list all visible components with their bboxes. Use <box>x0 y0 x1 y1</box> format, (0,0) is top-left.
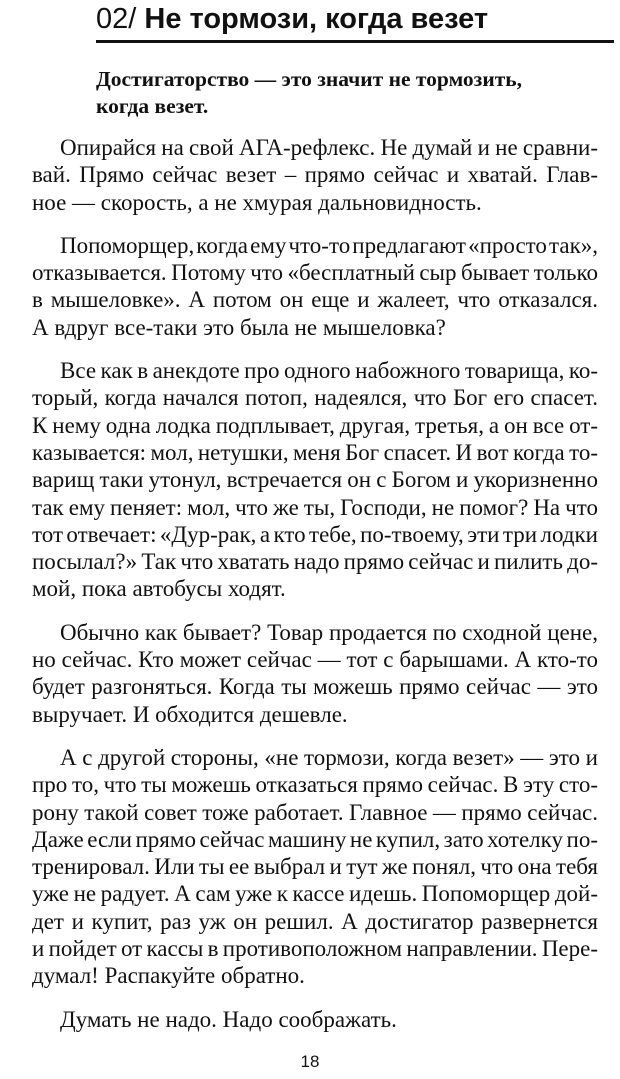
page-number: 18 <box>300 1052 320 1071</box>
text-line <box>0 744 620 771</box>
text-line-content: выручает. И обходится дешевле. <box>32 701 348 727</box>
text-line <box>0 189 620 216</box>
paragraph <box>0 619 620 728</box>
text-line-content: А вдруг все-таки это была не мышеловка? <box>32 314 446 340</box>
text-line-content: казывается: мол, нетушки, меня Бог спасет. И вот когда то- <box>32 439 598 465</box>
paragraph <box>0 232 620 341</box>
text-line <box>0 521 620 548</box>
paragraph <box>0 744 620 990</box>
text-line <box>0 314 620 341</box>
text-line <box>0 646 620 673</box>
text-line <box>0 161 620 188</box>
text-line <box>0 384 620 411</box>
text-line-content: Даже если прямо сейчас машину не купил, зато хотелку по- <box>32 826 598 852</box>
text-line-content: будет разгоняться. Когда ты можешь прямо сейчас — это <box>32 674 598 700</box>
paragraph <box>0 1006 620 1033</box>
text-line-content: вай. Прямо сейчас везет – прямо сейчас и хватай. Глав- <box>32 162 598 188</box>
text-line-content: Обычно как бывает? Товар продается по сходной цене, <box>60 619 598 645</box>
section-subtitle <box>96 66 596 120</box>
text-line-content: дет и купит, раз уж он решил. А достигатор развернется <box>32 908 598 934</box>
text-line <box>0 134 620 161</box>
text-line <box>0 232 620 259</box>
text-line-content: рону такой совет тоже работает. Главное — прямо сейчас. <box>32 799 598 825</box>
body-text <box>0 134 620 1049</box>
text-line-content: К нему одна лодка подплывает, другая, третья, а он все от- <box>32 412 598 438</box>
chapter-number: 02/ <box>96 3 137 35</box>
text-line <box>0 799 620 826</box>
chapter-title-text: Не тормози, когда везет <box>144 3 489 35</box>
text-line-content: Думать не надо. Надо соображать. <box>60 1006 397 1032</box>
text-line-content: в мышеловке». А потом он еще и жалеет, что отказался. <box>32 287 598 313</box>
text-line-content: так ему пеняет: мол, что же ты, Господи, не помог? На что <box>32 494 598 520</box>
text-line-content: отказывается. Потому что «бесплатный сыр бывает только <box>32 260 598 286</box>
text-line-content: но сейчас. Кто может сейчас — тот с барышами. А кто-то <box>32 647 598 673</box>
chapter-title <box>96 2 488 36</box>
text-line <box>0 259 620 286</box>
chapter-header <box>96 2 614 36</box>
text-line-content: и пойдет от кассы в противоположном направлении. Пере- <box>32 936 598 962</box>
text-line <box>0 962 620 989</box>
text-line-content: Все как в анекдоте про одного набожного товарища, ко- <box>60 358 598 384</box>
text-line <box>0 412 620 439</box>
text-line-content: А с другой стороны, «не тормози, когда везет» — это и <box>60 744 598 770</box>
text-line-content: Опирайся на свой АГА-рефлекс. Не думай и не сравни- <box>60 135 598 160</box>
text-line <box>0 575 620 602</box>
text-line <box>0 466 620 493</box>
text-line <box>0 826 620 853</box>
text-line-content: думал! Распакуйте обратно. <box>32 963 305 989</box>
text-line <box>0 771 620 798</box>
text-line-content: про то, что ты можешь отказаться прямо сейчас. В эту сто- <box>32 772 598 798</box>
text-line <box>0 494 620 521</box>
text-line-content: уже не радует. А сам уже к кассе идешь. Попоморщер дой- <box>32 881 598 907</box>
text-line <box>0 439 620 466</box>
header-rule <box>96 40 614 43</box>
text-line-content: тренировал. Или ты ее выбрал и тут же понял, что она тебя <box>32 854 598 880</box>
paragraph <box>0 134 620 216</box>
text-line <box>0 880 620 907</box>
text-line-content: варищ таки утонул, встречается он с Богом и укоризненно <box>32 467 598 493</box>
text-line-content: посылал?» Так что хватать надо прямо сейчас и пилить до- <box>32 549 598 575</box>
text-line <box>0 619 620 646</box>
text-line-content: тот отвечает: «Дур-рак, а кто тебе, по-твоему, эти три лодки <box>32 521 598 547</box>
text-line <box>0 357 620 384</box>
text-line <box>0 853 620 880</box>
text-line-content: Попоморщер, когда ему что-то предлагают «просто так», <box>60 232 598 258</box>
text-line-content: ное — скорость, а не хмурая дальновидность. <box>32 189 482 215</box>
text-line <box>0 908 620 935</box>
text-line <box>0 286 620 313</box>
text-line <box>0 673 620 700</box>
text-line-content: мой, пока автобусы ходят. <box>32 576 286 602</box>
paragraph <box>0 357 620 603</box>
text-line-content: торый, когда начался потоп, надеялся, что Бог его спасет. <box>32 385 598 411</box>
text-line <box>0 935 620 962</box>
subtitle-line: когда везет. <box>96 94 209 118</box>
text-line <box>0 548 620 575</box>
text-line <box>0 701 620 728</box>
subtitle-line: Достигаторство — это значит не тормозить, <box>96 67 523 91</box>
text-line <box>0 1006 620 1033</box>
